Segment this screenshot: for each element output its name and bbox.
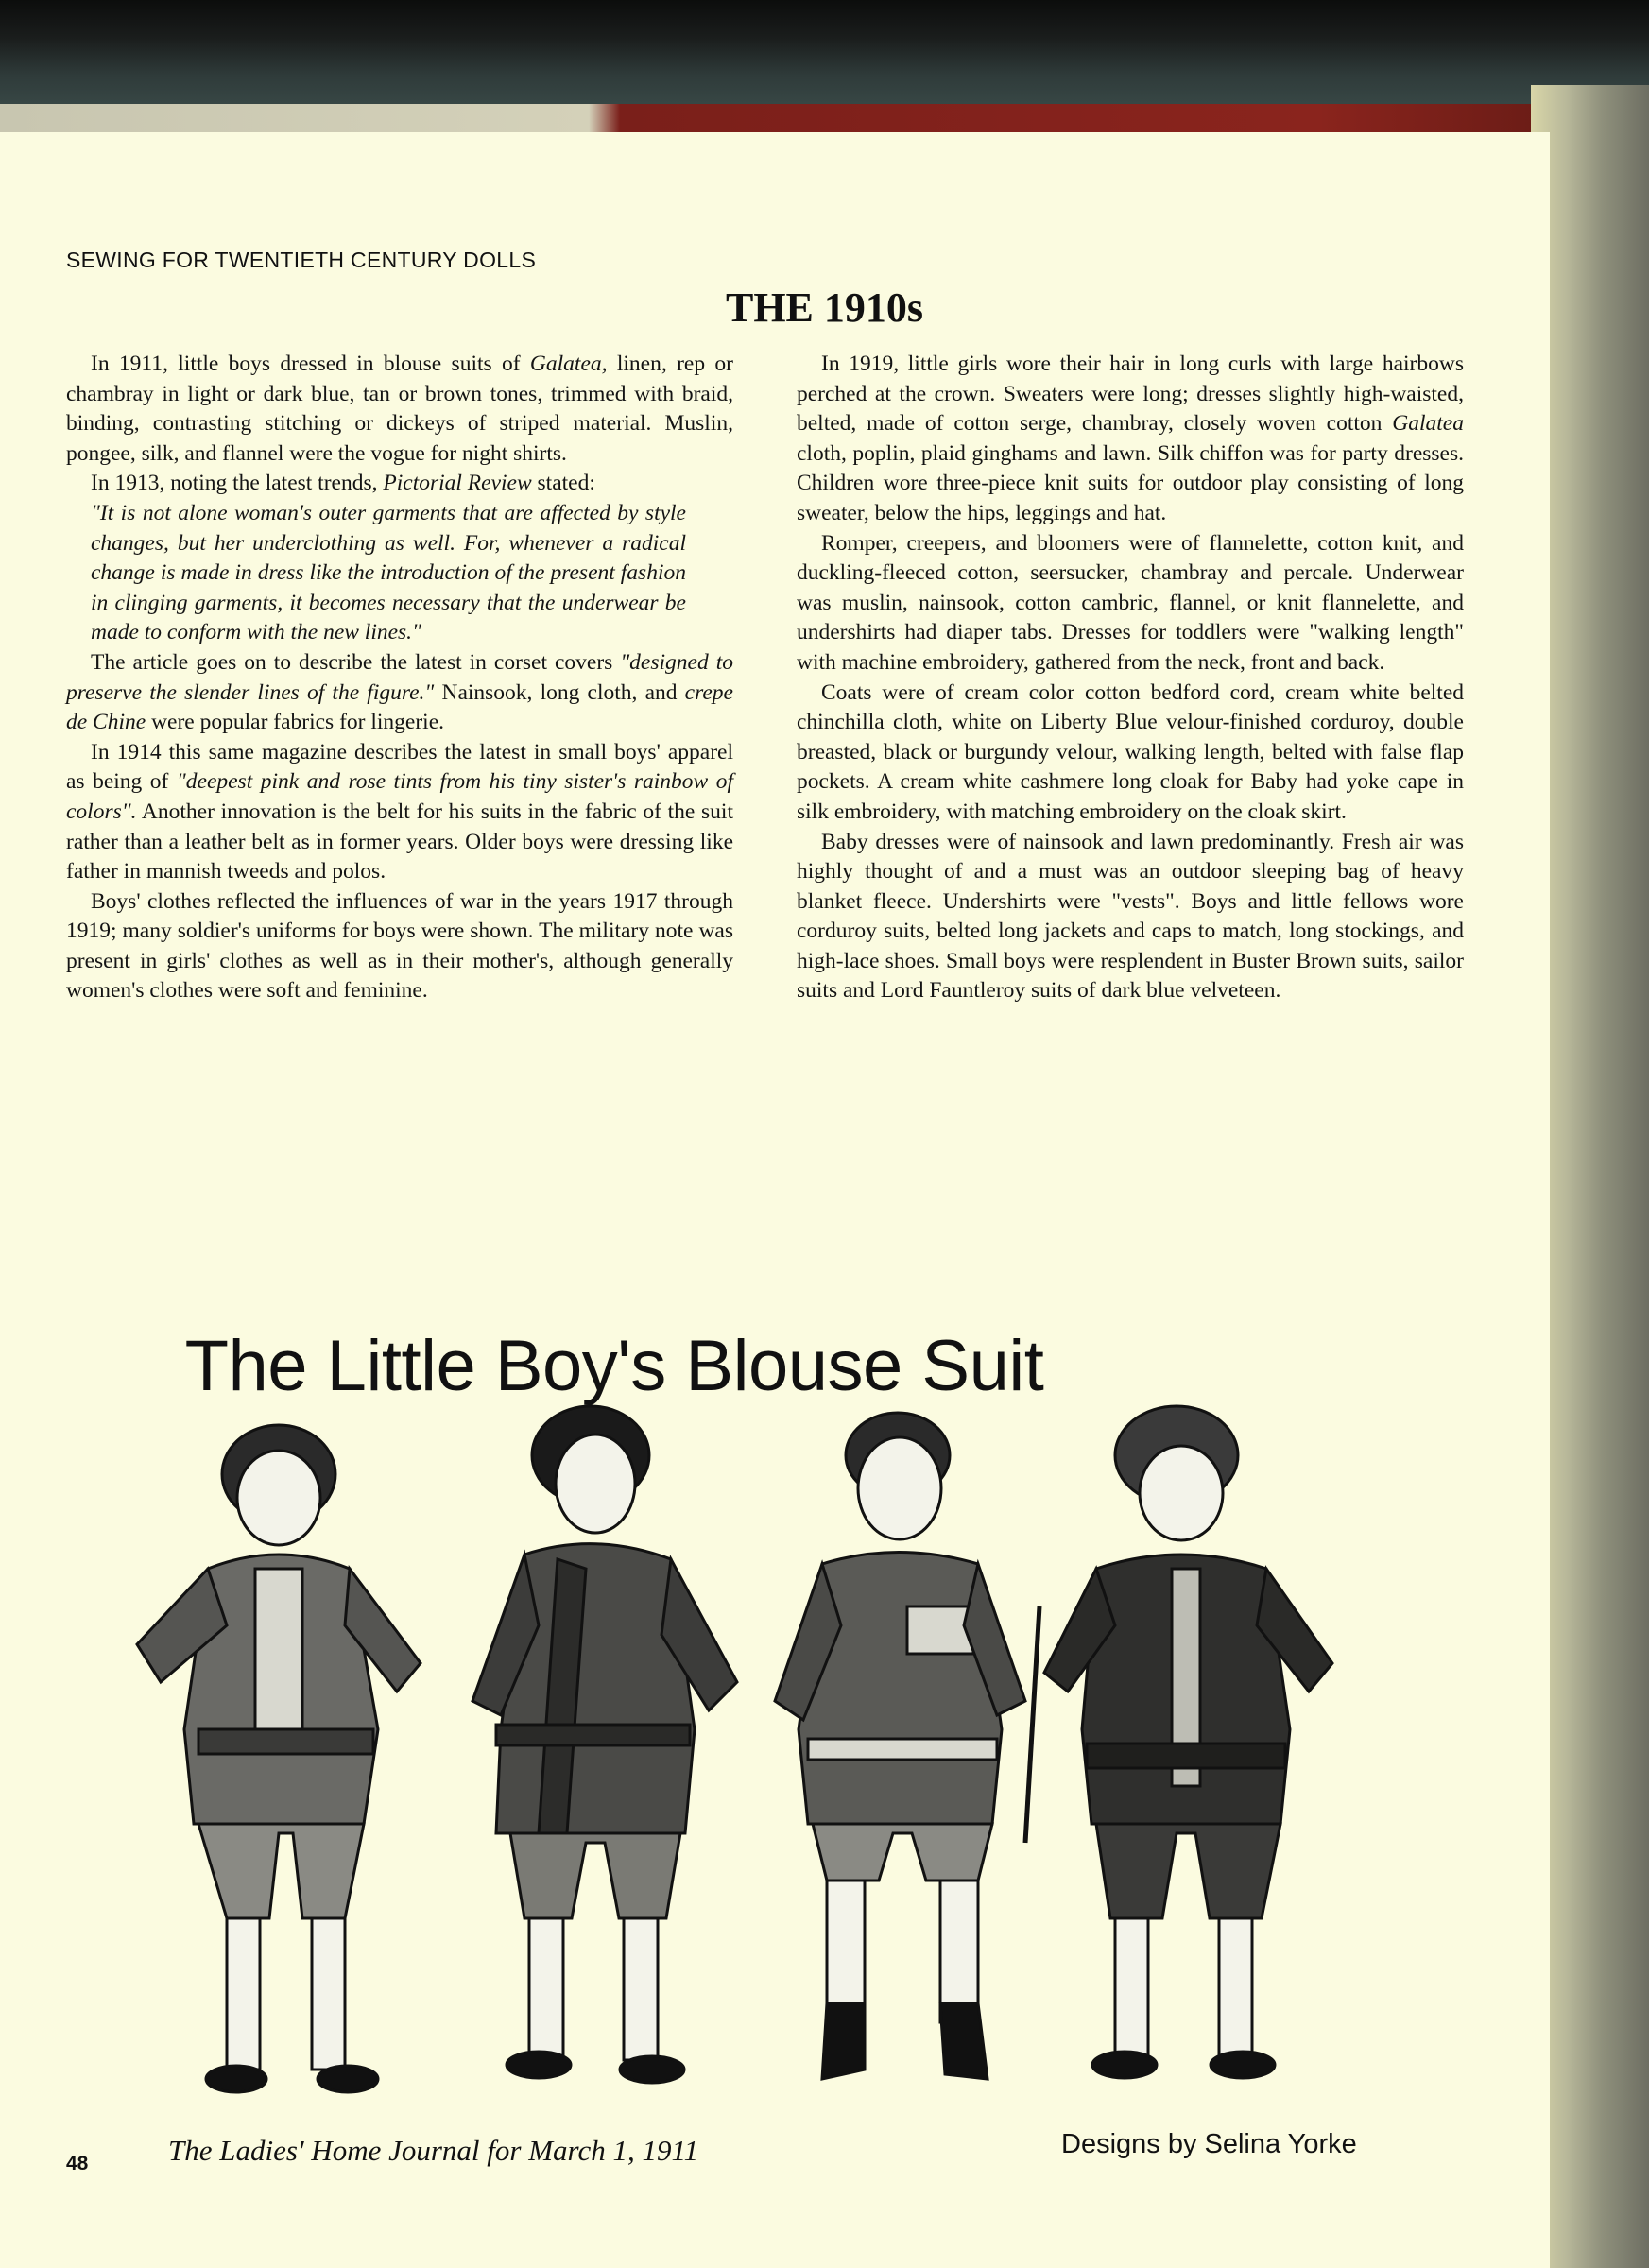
page-number: 48 [66, 2153, 89, 2174]
running-head: SEWING FOR TWENTIETH CENTURY DOLLS [66, 248, 537, 272]
paragraph: Baby dresses were of nainsook and lawn predominantly. Fresh air was highly thought of and a must was an outdoor sleeping bag of heavy blanket fleece. Undershirts were "vests". Boys and little fellows wore corduroy suits, belted long jackets and caps to match, long stockings, and high-lace shoes. Small boys were resplendent in Buster Brown suits, sailor suits and Lord Fauntleroy suits of dark blue velveteen. [797, 829, 1464, 1004]
paragraph: Coats were of cream color cotton bedford cord, cream white belted chinchilla cloth, white on Liberty Blue velour-finished corduroy, double breasted, black or burgundy velour, walking length, belted with false flap pockets. A cream white cashmere long cloak for Baby had yoke cape in silk embroidery, with matching embroidery on the cloak skirt. [797, 679, 1464, 824]
paragraph: In 1914 this same magazine describes the latest in small boys' apparel as being of "deepest pink and rose tints from his tiny sister's rainbow of colors". Another innovation is the belt for his suits in the fabric of the suit rather than a leather belt as in former years. Older boys were dressing like father in mannish tweeds and polos. [66, 739, 733, 885]
illustration-caption: The Ladies' Home Journal for March 1, 1911 [168, 2134, 699, 2167]
quotation: "It is not alone woman's outer garments that are affected by style changes, but her underclothing as well. For, whenever a radical change is made in dress like the introduction of the present fashion in clinging garments, it becomes necessary that the underwear be made to conform with the new lines." [91, 500, 686, 645]
figure-boy-1 [137, 1425, 421, 2092]
page-title: THE 1910s [725, 284, 924, 331]
figure-boy-4 [1044, 1406, 1332, 2078]
paragraph: In 1919, little girls wore their hair in long curls with large hairbows perched at the crown. Sweaters were long; dresses slightly high-waisted, belted, made of cotton serge, chambray, closely woven cotton Galatea cloth, poplin, plaid ginghams and lawn. Silk chiffon was for party dresses. Children wore three-piece knit suits for outdoor play consisting of long sweater, below the hips, leggings and hat. [797, 352, 1464, 525]
boys-blouse-suits-illustration [94, 1389, 1436, 2145]
illustration-heading: The Little Boy's Blouse Suit [184, 1326, 1044, 1406]
design-credit: Designs by Selina Yorke [1061, 2129, 1357, 2159]
right-column [797, 350, 1464, 1006]
paragraph: The article goes on to describe the latest in corset covers "designed to preserve the slender lines of the figure." Nainsook, long cloth, and crepe de Chine were popular fabrics for lingerie. [66, 649, 733, 735]
paragraph: Boys' clothes reflected the influences of war in the years 1917 through 1919; many soldier's uniforms for boys were shown. The military note was present in girls' clothes as well as in their mother's, although generally women's clothes were soft and feminine. [66, 888, 733, 1004]
paragraph: In 1911, little boys dressed in blouse suits of Galatea, linen, rep or chambray in light or dark blue, tan or brown tones, trimmed with braid, binding, contrasting stitching or dickeys of striped material. Muslin, pongee, silk, and flannel were the vogue for night shirts. [66, 352, 733, 466]
paragraph: In 1913, noting the latest trends, Pictorial Review stated: [91, 471, 595, 496]
figure-boy-3 [775, 1413, 1039, 2079]
figure-boy-2 [472, 1406, 737, 2083]
paragraph: Romper, creepers, and bloomers were of flannelette, cotton knit, and duckling-fleeced cotton, seersucker, chambray and percale. Underwear was muslin, nainsook, cotton cambric, flannel, or knit flannelette, and undershirts had diaper tabs. Dresses for toddlers were "walking length" with machine embroidery, gathered from the neck, front and back. [797, 530, 1464, 675]
left-column [66, 350, 733, 1006]
